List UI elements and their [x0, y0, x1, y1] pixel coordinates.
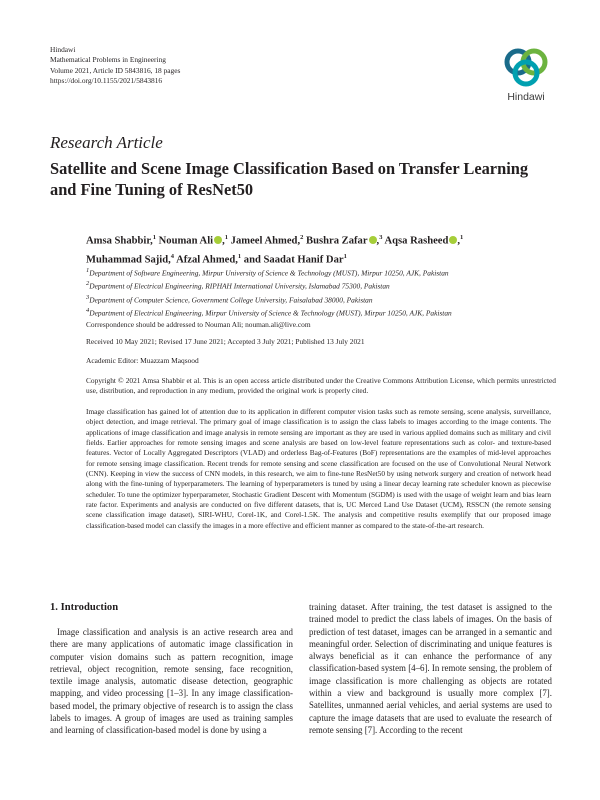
intro-column-left: Image classification and analysis is an active research area and there are many applications of automatic image classification in computer vision domains such as pattern recognition, image retrieval, object recognition, remote sensing, face recognition, textile image analysis, automatic disease detection, geographic mapping, and video processing [1–3]. In any image classification-based model, the primary objective of research is to assign the class labels to images. A group of images are used as training samples and learning of classification-based model is done by using a	[50, 627, 293, 736]
author-name: Bushra Zafar	[306, 235, 368, 247]
affiliation-text: Department of Electrical Engineering, Mirpur University of Science & Technology (MUST), Mirpur 10250, AJK, Pakistan	[89, 308, 452, 318]
affiliation-text: Department of Software Engineering, Mirpur University of Science & Technology (MUST), Mirpur 10250, AJK, Pakistan	[89, 268, 449, 278]
affiliation-marker: 4	[86, 306, 90, 314]
author-affiliation-marker: 1	[224, 234, 228, 241]
volume-line: Volume 2021, Article ID 5843816, 18 pages	[50, 65, 181, 75]
author-name: Amsa Shabbir,	[86, 235, 153, 247]
author-affiliation-marker: 2	[300, 234, 304, 241]
affiliation-list	[86, 266, 556, 319]
affiliation-marker: 2	[86, 280, 90, 288]
affiliation-item	[86, 266, 556, 279]
author-affiliation-marker: 1	[460, 234, 464, 241]
paper-title: Satellite and Scene Image Classification Based on Transfer Learning and Fine Tuning of ResNet50	[50, 159, 529, 199]
hindawi-logo	[496, 46, 556, 106]
author-affiliation-marker: 1	[152, 234, 156, 241]
correspondence: Correspondence should be addressed to Nouman Ali; nouman.ali@live.com	[86, 320, 311, 329]
affiliation-text: Department of Computer Science, Government College University, Faisalabad 38000, Pakistan	[89, 295, 373, 304]
author-affiliation-marker: 4	[170, 253, 175, 261]
publisher-name: Hindawi	[50, 45, 76, 54]
author-affiliation-marker: 3	[379, 234, 383, 241]
author-name: Muhammad Sajid,	[86, 254, 171, 266]
article-type: Research Article	[50, 133, 163, 152]
affiliation-text: Department of Electrical Engineering, RIPHAH International University, Islamabad 75300, Pakistan	[89, 281, 390, 291]
affiliation-marker: 3	[86, 293, 90, 301]
orcid-icon[interactable]	[369, 236, 377, 244]
author-name: Nouman Ali	[158, 235, 214, 247]
author-affiliation-marker: 1	[343, 253, 347, 261]
affiliation-item	[86, 279, 556, 292]
dates-line: Received 10 May 2021; Revised 17 June 2021; Accepted 3 July 2021; Published 13 July 2021	[86, 337, 365, 346]
author-list: Amsa Shabbir,$^1$ Nouman Ali ,$^1$ Jameel Ahmed,$^2$ Bushra Zafar ,$^3$ Aqsa Rasheed ,$^1$ Muhammad Sajid,$^4$ Afzal Ahmed,$^1$ and Saadat Hanif Dar$^1$	[86, 234, 464, 266]
hindawi-logo-icon	[502, 46, 550, 88]
intro-column-right: training dataset. After training, the test dataset is assigned to the trained model to predict the class labels of images. On the basis of prediction of test dataset, images can be arranged in a semantic and meaningful order. Selection of discriminating and unique features is always beneficial as it can enhance the performance of any classification-based system [4–6]. In remote sensing, the problem of image classification is more challenging as objects are rotated within a view and background is usually more complex [7]. Satellites, unmanned aerial vehicles, and aerial systems are used to capture the image datasets that are used to evaluate the research of remote sensing [7]. According to the recent	[309, 602, 552, 735]
author-name: and Saadat Hanif Dar	[243, 254, 344, 266]
logo-text: Hindawi	[507, 91, 545, 103]
copyright-notice: Copyright © 2021 Amsa Shabbir et al. This is an open access article distributed under the Creative Commons Attribution License, which permits unrestricted use, distribution, and reproduction in any medium, provided the original work is properly cited.	[86, 376, 556, 396]
academic-editor: Academic Editor: Muazzam Maqsood	[86, 356, 199, 365]
author-affiliation-marker: 1	[237, 253, 242, 261]
orcid-icon[interactable]	[214, 236, 222, 244]
affiliation-marker: 1	[86, 267, 90, 274]
affiliation-item	[86, 293, 556, 306]
abstract: Image classification has gained lot of attention due to its application in different computer vision tasks such as remote sensing, scene analysis, surveillance, object detection, and image retrieval. The primary goal of image classification is to assign the class labels to images according to the image contents. The applications of image classification and image analysis in remote sensing are important as they are used in various applied domains such as military and civil fields. Earlier approaches for remote sensing images and scene analysis are based on low-level feature representations such as color- and texture-based features. Vector of Locally Aggregated Descriptors (VLAD) and orderless Bag-of-Features (BoF) representations are the examples of mid-level approaches for remote sensing image classification. Recent trends for remote sensing and scene classification are focused on the use of Convolutional Neural Network (CNN). Keeping in view the success of CNN models, in this research, we aim to fine-tune ResNet50 by using network surgery and creation of network head along with the fine-tuning of hyperparameters. The learning of hyperparameters is tuned by using a linear decay learning rate scheduler known as piecewise scheduler. To tune the optimizer hyperparameter, Stochastic Gradient Descent with Momentum (SGDM) is used with the usage of weight learn and bias learn rate factor. Experiments and analysis are conducted on five different datasets, that is, UC Merced Land Use Dataset (UCM), RSSCN (the remote sensing scene classification image dataset), SIRI-WHU, Corel-1K, and Corel-1.5K. The analysis and competitive results exemplify that our proposed image classification-based model can classify the images in a more effective and efficient manner as compared to the state-of-the-art research.	[86, 407, 551, 530]
affiliation-item	[86, 306, 556, 319]
orcid-icon[interactable]	[449, 236, 457, 244]
journal-info	[50, 45, 180, 87]
author-name: Afzal Ahmed,	[176, 254, 238, 266]
doi-link[interactable]: https://doi.org/10.1155/2021/5843816	[50, 76, 163, 86]
section-heading: 1. Introduction	[50, 602, 119, 613]
author-name: Jameel Ahmed,	[230, 235, 301, 247]
journal-name: Mathematical Problems in Engineering	[50, 55, 166, 65]
author-name: Aqsa Rasheed	[384, 235, 449, 247]
